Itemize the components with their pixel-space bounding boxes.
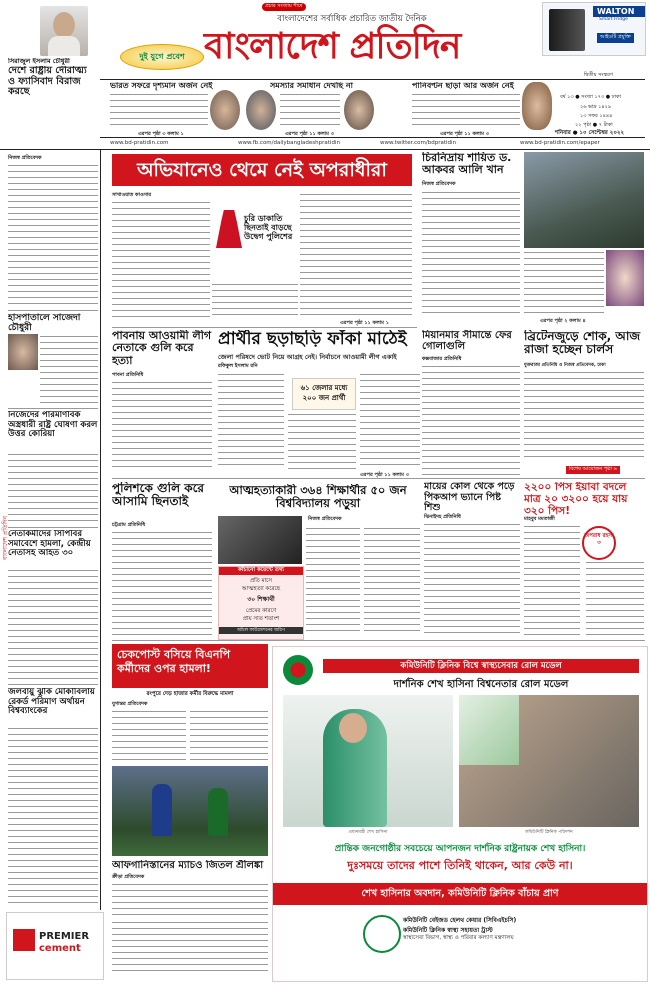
date-bar: শনিবার ● ১০ সেপ্টেম্বর ২০২২ [555,130,625,136]
obit-headline: চিরনিদ্রায় শায়িত ড. আকবর আলি খান [422,152,512,177]
premier-logo-mark [13,929,35,951]
social-epaper-link[interactable]: www.bd-pratidin.com/epaper [520,140,600,146]
teaser-3-ref: এরপর পৃষ্ঠা ১১ কলাম ৩ [440,131,489,137]
charles-body [524,370,644,462]
pm-face [339,713,367,743]
left-col-body-2 [40,334,98,406]
premier-cement-ad[interactable] [6,912,104,980]
election-ref: এরপর পৃষ্ঠা ১১ কলাম ৩ [360,472,409,478]
teaser-2-photo [246,90,276,130]
myanmar-headline: মিয়ানমার সীমান্তে ফের গোলাগুলি [422,330,512,353]
cricket-tag: ক্রীড়া প্রতিবেদক [112,874,145,880]
burglar-icon [216,210,242,248]
yaba-headline: ২২০০ পিস ইয়াবা বদলে মাত্র ২০ ৩২০০ হয়ে যায় ৩২০ পিস! [524,482,628,517]
social-top-rule [100,137,645,138]
election-byline: রফিকুল ইসলাম রনি [218,363,258,369]
bnp-headline-box [112,644,268,688]
publisher-tag: প্রচার সংখ্যায় শীর্ষে [262,3,306,11]
myanmar-body [422,364,520,476]
crime-mystery-badge [582,526,616,560]
publisher-line: বাংলাদেশের সর্বাধিক প্রচারিত জাতীয় দৈনিক [277,14,427,24]
clinic-quote-1: প্রান্তিক জনগোষ্ঠীর সবচেয়ে আপনজন দার্শনিক রাষ্ট্রনায়ক শেখ হাসিনা। [334,844,586,854]
obit-ref: এরপর পৃষ্ঠা ২ কলাম ৪ [540,318,586,324]
clinic-banner [323,659,639,673]
newspaper-name: বাংলাদেশ প্রতিদিন [204,26,461,67]
clinic-quote-2: দুঃসময়ে তাদের পাশে তিনিই থাকেন, আর কেউ না। [347,859,573,872]
left-rule-4 [8,684,98,685]
vertical-paper-name: বাংলাদেশ প্রতিদিন [2,515,9,560]
lead-headline-bar [112,154,412,186]
premier-brand-2: cement [39,943,81,954]
lead-byline: সাখাওয়াত কাওসার [112,192,152,198]
teaser-2-title: সমস্যার সমাধান দেখছি না [270,82,353,90]
suicide-headline: আত্মহত্যাকারী ৩৬৪ শিক্ষার্থীর ৫০ জন বিশ্ববিদ্যালয় পড়ুয়া [229,484,407,510]
election-box [292,378,356,410]
suicide-body-2 [364,526,420,636]
bnp-body-2 [190,709,268,763]
teaser-1-body [110,92,208,130]
queen-photo [606,250,644,306]
clinic-org-1: কমিউনিটি বেইজড হেলথ কেয়ার (সিবিএইচসি) [403,917,517,924]
police-headline: পুলিশকে গুলি করে আসামি ছিনতাই [112,482,205,509]
lead-inset-title: চুরি ডাকাতি ছিনতাই বাড়ছে উদ্বেগ পুলিশের [244,214,293,241]
bnp-body-1 [112,709,186,763]
police-body [112,530,212,636]
child-headline: মায়ের কোল থেকে পড়ে পিকআপ ভ্যানে পিষ্ট শিশু [424,482,515,514]
mid-bottom-rule [112,478,645,479]
left-col-headline-2: হাসপাতালে সাজেদা চৌধুরী [8,313,81,334]
walton-sub: Smart Fridge [599,17,628,22]
clinic-caption-right: কমিউনিটি ক্লিনিক পরিদর্শন [525,830,573,835]
obit-photo [524,152,644,248]
election-body-3 [288,412,356,470]
suicide-box-title: কাঁচানো কয়েন্টে তথ্য [219,567,303,575]
police-tag: চট্টগ্রাম প্রতিনিধি [112,522,146,528]
left-rule-1 [8,310,98,311]
masthead-meta-4: ২২ পৃষ্ঠা ● ৭ টাকা [575,122,613,128]
left-col-headline-4: নেতাকর্মীদের সিপিবির সমাবেশে হামলা, কেন্দ্রীয় নেতাসহ আহত ৩০ [8,530,91,559]
left-col-body-1 [8,163,98,307]
left-col-body-5 [8,726,98,906]
teaser-3-body [412,92,520,130]
teaser-2-body [280,92,340,130]
suicide-box [218,566,304,640]
child-body [424,522,520,636]
clinic-banner-2: দার্শনিক শেখ হাসিনা বিশ্বনেতার রোল মডেল [393,679,569,690]
teaser-3-title: পানিবণ্টন ছাড়া আর অর্জন নেই [412,82,514,90]
myanmar-tag: কক্সবাজার প্রতিনিধি [422,356,462,362]
election-sub: জেলা পরিষদে ভোট নিয়ে আগ্রহ নেই। নির্বাচনে আওয়ামী লীগ একাই [218,353,397,361]
lead-body-2 [212,282,298,318]
columnist-headline: দেশে রাষ্ট্রীয় দৌরাত্ম্য ও ফ্যাসিবাদ বিরাজ করছে [8,66,87,98]
yaba-body-2 [586,560,644,636]
suicide-box-row-4: প্রেমের কারণে [245,608,277,614]
pabna-headline: পাবনায় আওয়ামী লীগ নেতাকে গুলি করে হত্যা [112,330,212,367]
teaser-2-ref: এরপর পৃষ্ঠা ১১ কলাম ৩ [285,131,334,137]
player-figure-2 [208,788,228,836]
left-rule-3 [8,527,98,528]
clinic-ad[interactable] [272,646,648,982]
social-bottom-rule [0,149,650,150]
teaser-1-title: ভারত সফরে দৃশ্যমান অর্জন নেই [110,82,213,90]
teaser-1-photo [210,90,240,130]
obit-body-1 [422,190,520,316]
lead-headline: অভিযানেও থেমে নেই অপরাধীরা [137,159,387,181]
anniversary-badge-text: দুই যুগে প্রবেশ [139,52,185,61]
fridge-image [549,9,585,51]
walton-logo: WALTON [593,6,645,17]
bnp-tag: যুগান্তর প্রতিবেদক [112,701,148,707]
pabna-body [112,380,212,470]
suicide-tag: নিজস্ব প্রতিবেদক [308,516,342,522]
masthead-meta-3: ১৩ সফর ১৪৪৪ [580,113,613,119]
suicide-body-1 [306,526,360,636]
lead-ref: এরপর পৃষ্ঠা ১১ কলাম ১ [340,320,389,326]
yaba-body-1 [524,524,580,636]
cricket-photo [112,766,268,856]
charles-ref: বিশেষ আয়োজন পৃষ্ঠা ৬ [566,466,620,474]
clinic-footer-text: শেখ হাসিনার অবদান, কমিউনিটি ক্লিনিক বাঁচায় প্রাণ [361,888,559,899]
third-bottom-rule [112,640,645,641]
player-figure-1 [152,784,172,836]
masthead-meta-2: ২৬ ভাদ্র ১৪২৯ [580,104,612,110]
lead-body-3 [300,192,412,318]
clinic-logo [363,915,401,953]
anniversary-badge [120,44,204,70]
cricket-body [112,882,268,916]
yaba-byline: মাহবুব মমতাজী [524,516,555,522]
left-col-divider [100,150,101,910]
election-headline: প্রার্থীর ছড়াছড়ি ফাঁকা মাঠেই [218,330,407,349]
left-col-body-4 [8,568,98,680]
election-box-text: ৬১ জেলার মধ্যে ২০০ জন প্রার্থী [300,384,348,402]
walton-tag: আইওটি প্রযুক্তি [597,33,634,43]
pm-photo [283,695,453,827]
child-tag: ঝিনাইদহ প্রতিনিধি [424,514,461,520]
lead-inset [212,208,294,280]
lead-bottom-rule [112,327,417,328]
suicide-box-row-2: আত্মহত্যা করেছে [241,586,281,592]
left-rule-2 [8,408,98,409]
columnist-photo [40,6,88,56]
cricket-headline: আফগানিস্তানের ম্যাচও জিতল শ্রীলঙ্কা [112,860,264,871]
sajeda-photo [8,334,38,370]
bnp-body-3 [112,920,268,976]
social-website-link[interactable]: www.bd-pratidin.com [110,140,169,146]
crime-mystery-badge-text: অপরাধ রহস্য ৩ [584,533,614,546]
edition-label: দ্বিতীয় সংস্করণ [584,72,613,78]
walton-ad[interactable] [542,2,646,56]
gov-emblem [283,655,313,685]
suicide-box-note: আঁচল ফাউন্ডেশনের জরিপ [219,627,303,634]
premier-brand-1: PREMIER [39,931,90,942]
charles-headline: ব্রিটেনজুড়ে শোক, আজ রাজা হচ্ছেন চার্লস [524,330,641,357]
suicide-box-row-5: প্রায় সাত শতাংশ [242,616,280,622]
charles-tag: যুক্তরাজ্য প্রতিনিধি ও নিজস্ব প্রতিবেদক, ঢাকা [524,363,606,368]
teaser-top-rule [100,79,645,80]
clinic-photo-3 [459,695,519,765]
obit-tag: নিজস্ব প্রতিবেদক [422,181,456,187]
suicide-box-row-3: ৩০ শিক্ষার্থী [247,596,275,603]
suicide-image [218,516,302,564]
left-col-body-3 [8,452,98,524]
bnp-headline: চেকপোস্ট বসিয়ে বিএনপি কর্মীদের ওপর হামলা! [117,648,231,675]
clinic-org-2: কমিউনিটি ক্লিনিক স্বাস্থ্য সহায়তা ট্রাস্ট [403,927,493,934]
clinic-footer-bar [273,883,647,905]
election-body-2 [360,372,420,470]
clinic-caption-left: প্রধানমন্ত্রী শেখ হাসিনা [348,830,388,835]
suicide-box-row-1: প্রতি মাসে [249,578,273,584]
bnp-sub: রংপুরে দেড় হাজার কর্মীর বিরুদ্ধে মামলা [146,691,234,697]
columnist-name: সিরাজুল ইসলাম চৌধুরী [8,58,70,65]
teaser-1-ref: এরপর পৃষ্ঠা ৩ কলাম ১ [138,131,184,137]
left-col-headline-3: নিজেদের পারমাণবিক অস্ত্রধারী রাষ্ট্র ঘোষণা করল উত্তর কোরিয়া [8,411,98,440]
obit-body-2 [524,250,604,316]
left-col-headline-5: জলবায়ু ঝুঁকি মোকাবিলায় রেকর্ড পরিমাণ অর্থায়ন বিশ্বব্যাংকের [8,688,95,717]
pabna-tag: পাবনা প্রতিনিধি [112,372,144,378]
teaser-3-photo [522,82,552,130]
teaser-2b-photo [344,90,374,130]
clinic-banner-text: কমিউনিটি ক্লিনিক বিশ্বে স্বাস্থ্যসেবার রোল মডেল [400,661,562,671]
lead-body-1 [112,200,210,318]
masthead-meta-1: বর্ষ ১৩ ● সংখ্যা ১৭৩ ● ঢাকা [560,94,621,100]
clinic-org-3: স্বাস্থ্যসেবা বিভাগ, স্বাস্থ্য ও পরিবার কল্যাণ মন্ত্রণালয় [403,935,514,941]
social-twitter-link[interactable]: www.twitter.com/bdpratidin [380,140,457,146]
election-body-1 [218,372,284,470]
left-col-tag: নিজস্ব প্রতিবেদক [8,155,42,161]
social-facebook-link[interactable]: www.fb.com/dailybangladeshpratidin [238,140,340,146]
